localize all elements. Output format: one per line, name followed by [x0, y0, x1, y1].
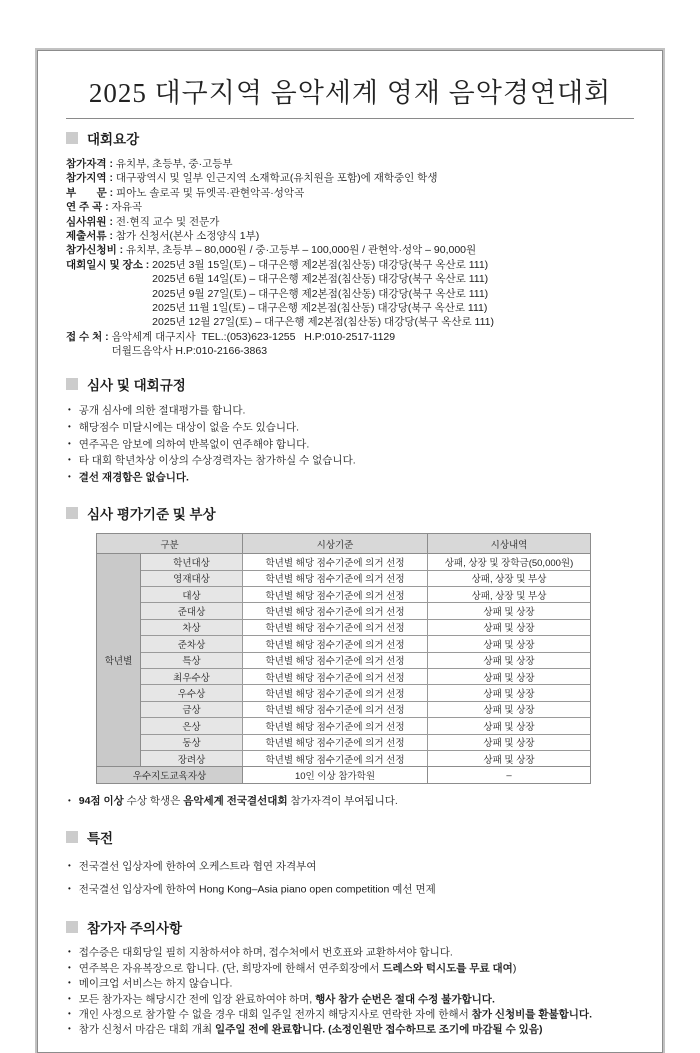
bullet-text [79, 438, 310, 450]
cell-criteria: 학년별 해당 점수기준에 의거 선정 [243, 702, 428, 717]
notice-bullet-list [66, 945, 634, 1037]
text-segment: 모든 참가자는 해당시간 전에 입장 완료하여야 하며, [78, 993, 316, 1006]
section-heading-text: 참가자 주의사항 [87, 921, 183, 937]
section-marker-icon [66, 132, 78, 144]
table-header-row [97, 534, 590, 554]
bullet-text [79, 1008, 592, 1020]
section-marker-icon [66, 921, 78, 933]
cell-criteria: 학년별 해당 점수기준에 의거 선정 [243, 685, 428, 700]
cell-criteria: 학년별 해당 점수기준에 의거 선정 [243, 735, 428, 750]
section-heading-perks [66, 827, 634, 847]
footer-cell-name: 우수지도교육자상 [97, 767, 243, 783]
table-row [141, 685, 590, 701]
section-heading-text: 대회요강 [87, 132, 140, 147]
cell-prize: 상패 및 상장 [483, 754, 535, 766]
cell-award-name: 대상 [141, 587, 243, 602]
table-row [141, 603, 590, 619]
bullet-item [66, 419, 634, 436]
bullet-icon: • [68, 472, 71, 482]
text-segment: 연주곡은 암보에 의하여 반복없이 연주해야 합니다. [78, 438, 310, 450]
text-segment: 참가 신청서 마감은 대회 개최 [78, 1023, 216, 1036]
info-values [116, 171, 438, 185]
table-row [141, 669, 590, 685]
info-item [66, 258, 634, 330]
bullet-icon: • [68, 421, 71, 431]
text-segment: 공개 심사에 의한 절대평가를 합니다. [78, 404, 246, 417]
value-line: 더월드음악사 H.P:010-2166-3863 [111, 345, 268, 358]
bullet-icon: • [68, 404, 71, 414]
info-values [112, 330, 396, 359]
footer-cell-prize: – [506, 769, 512, 781]
cell-award-name: 금상 [141, 702, 243, 717]
header-cell-criteria: 시상기준 [243, 534, 428, 553]
cell-criteria: 학년별 해당 점수기준에 의거 선정 [243, 653, 428, 668]
info-values [116, 229, 259, 243]
header-cell-gubun: 구분 [97, 534, 243, 553]
table-rows [141, 554, 590, 766]
section-marker-icon [66, 507, 78, 519]
text-segment: 참가 신청비를 환불합니다. [471, 1008, 592, 1021]
info-item [66, 215, 634, 229]
text-segment: 참가자격이 부여됩니다. [287, 795, 398, 808]
bullet-item [66, 1007, 634, 1022]
value-line: 대구광역시 및 일부 인근지역 소재학교(유치원을 포함)에 재학중인 학생 [115, 172, 438, 185]
text-segment: 타 대회 학년차상 이상의 수상경력자는 참가하실 수 없습니다. [78, 454, 356, 467]
table-row [141, 702, 590, 718]
section-heading-text: 심사 및 대회규정 [87, 377, 186, 393]
info-values [126, 243, 476, 257]
cell-criteria: 학년별 해당 점수기준에 의거 선정 [243, 669, 428, 684]
text-segment: 연주복은 자유복장으로 합니다. (단, 희망자에 한해서 연주회장에서 [78, 962, 383, 975]
info-label: 참가신청비 : [66, 244, 127, 257]
rules-bullet-list [66, 402, 634, 487]
bullet-item [66, 436, 634, 453]
bullet-item [66, 976, 634, 991]
table-row [141, 620, 590, 636]
section-heading-text: 특전 [87, 831, 114, 847]
value-line: 2025년 12월 27일(토) – 대구은행 제2본점(침산동) 대강당(북구 옥산로 111) [152, 316, 494, 329]
info-label: 연 주 곡 : [66, 201, 112, 214]
table-row [141, 751, 590, 766]
cell-prize: 상패 및 상장 [483, 656, 535, 668]
cell-criteria: 학년별 해당 점수기준에 의거 선정 [243, 636, 428, 651]
section-marker-icon [66, 378, 78, 390]
value-line: 전·현직 교수 및 전문가 [115, 215, 220, 228]
value-line: 음악세계 대구지사 TEL.:(053)623-1255 H.P:010-2517-1129 [111, 330, 396, 343]
info-item [66, 200, 634, 214]
bullet-icon: • [68, 795, 71, 805]
section-heading-notice [66, 917, 634, 937]
value-line: 참가 신청서(본사 소정양식 1부) [115, 230, 260, 243]
cell-award-name: 우수상 [141, 685, 243, 700]
text-segment: 드레스와 턱시도를 무료 대여 [382, 962, 513, 975]
info-values [116, 157, 233, 171]
value-line: 2025년 11월 1일(토) – 대구은행 제2본점(침산동) 대강당(북구 옥산로 111) [152, 302, 488, 315]
bullet-text [79, 1024, 543, 1036]
info-label: 대회일시 및 장소 : [66, 258, 153, 271]
bullet-item [66, 961, 634, 976]
value-line: 유치부, 초등부, 중·고등부 [115, 158, 233, 170]
award-table [96, 533, 591, 784]
text-segment: 개인 사정으로 참가할 수 없을 경우 대회 일주일 전까지 해당지사로 연락한 자에 한해서 [78, 1008, 472, 1021]
value-line: 2025년 9월 27일(토) – 대구은행 제2본점(침산동) 대강당(북구 옥산로 111) [152, 287, 489, 300]
cell-prize: 상패 및 상장 [483, 738, 535, 750]
cell-award-name: 영재대상 [141, 571, 243, 586]
section-marker-icon [66, 831, 78, 843]
cell-prize: 상패, 상장 및 부상 [471, 574, 547, 586]
value-line: 유치부, 초등부 – 80,000원 / 중·고등부 – 100,000원 / 관현악·성악 – 90,000원 [126, 244, 477, 257]
cell-award-name: 준대상 [141, 603, 243, 618]
bullet-item [66, 878, 634, 901]
text-segment: 94점 이상 [78, 795, 124, 808]
bullet-text [79, 962, 517, 974]
info-values [112, 200, 142, 214]
bullet-icon: • [68, 1024, 71, 1034]
info-label: 심사위원 : [66, 215, 116, 228]
document-sheet [37, 50, 663, 1053]
section-heading-outline [66, 128, 634, 148]
text-segment: 메이크업 서비스는 하지 않습니다. [78, 977, 233, 990]
info-values [116, 186, 304, 200]
cell-prize: 상패, 상장 및 부상 [471, 590, 547, 602]
bullet-icon: • [68, 1008, 71, 1018]
footer-cell-criteria: 10인 이상 참가학원 [243, 767, 428, 783]
table-footer-row [97, 767, 590, 783]
bullet-text [79, 455, 356, 467]
info-values [116, 215, 220, 229]
text-segment: 수상 학생은 [123, 795, 184, 808]
bullet-text [79, 472, 189, 484]
value-line: 피아노 솔로곡 및 듀엣곡·관현악곡·성악곡 [116, 186, 305, 199]
bullet-text [79, 421, 299, 433]
info-label: 제출서류 : [66, 230, 116, 243]
table-row [141, 636, 590, 652]
bullet-item [66, 992, 634, 1007]
info-item [66, 243, 634, 257]
info-item [66, 229, 634, 243]
bullet-item [66, 855, 634, 878]
info-item [66, 186, 634, 200]
text-segment: 일주일 전에 완료합니다. [215, 1023, 326, 1036]
cell-prize: 상패 및 상장 [483, 623, 535, 635]
cell-prize: 상패 및 상장 [483, 689, 535, 701]
text-segment: 행사 참가 순번은 절대 수정 불가합니다. [315, 993, 495, 1006]
cell-prize: 상패 및 상장 [483, 672, 535, 684]
text-segment: ) [512, 962, 517, 975]
bullet-text: 전국결선 입상자에 한하여 Hong Kong–Asia piano open competition 예선 면제 [78, 883, 436, 896]
text-segment: 음악세계 전국결선대회 [183, 795, 288, 808]
table-body [97, 554, 590, 767]
cell-award-name: 준차상 [141, 636, 243, 651]
cell-award-name: 차상 [141, 620, 243, 635]
info-values [152, 258, 494, 330]
value-line: 자유곡 [111, 201, 143, 214]
cell-award-name: 은상 [141, 718, 243, 733]
bullet-icon: • [68, 861, 71, 871]
text-segment: (소정인원만 접수하므로 조기에 마감될 수 있음) [328, 1023, 543, 1036]
qualification-note [66, 793, 634, 808]
bullet-icon: • [68, 438, 71, 448]
cell-award-name: 학년대상 [141, 554, 243, 569]
info-item [66, 171, 634, 185]
cell-criteria: 학년별 해당 점수기준에 의거 선정 [243, 554, 428, 569]
bullet-icon: • [68, 962, 71, 972]
cell-award-name: 장려상 [141, 751, 243, 766]
table-row [141, 554, 590, 570]
text-segment: 결선 재경합은 없습니다. [78, 471, 189, 484]
cell-criteria: 학년별 해당 점수기준에 의거 선정 [243, 587, 428, 602]
section-heading-awards [66, 503, 634, 523]
outline-info-list [66, 157, 634, 359]
header-cell-prize: 시상내역 [490, 540, 528, 552]
section-heading-rules [66, 374, 634, 394]
bullet-item [66, 1022, 634, 1037]
info-label: 부 문 : [66, 186, 117, 199]
bullet-text [79, 947, 453, 959]
bullet-icon: • [68, 883, 71, 893]
info-label: 접 수 처 : [66, 330, 112, 343]
group-cell: 학년별 [97, 554, 141, 766]
bullet-item [66, 945, 634, 960]
page-title: 2025 대구지역 음악세계 영재 음악경연대회 [88, 78, 612, 108]
bullet-icon: • [68, 978, 71, 988]
info-item [66, 157, 634, 171]
info-item [66, 330, 634, 359]
bullet-text: 전국결선 입상자에 한하여 오케스트라 협연 자격부여 [78, 860, 317, 873]
value-line: 2025년 6월 14일(토) – 대구은행 제2본점(침산동) 대강당(북구 옥산로 111) [152, 273, 489, 286]
cell-prize: 상패 및 상장 [483, 639, 535, 651]
table-row [141, 718, 590, 734]
table-row [141, 653, 590, 669]
text-segment: 해당점수 미달시에는 대상이 없을 수도 있습니다. [78, 421, 300, 434]
perks-bullet-list [66, 855, 634, 900]
bullet-icon: • [68, 993, 71, 1003]
cell-prize: 상패 및 상장 [483, 705, 535, 717]
cell-award-name: 최우수상 [141, 669, 243, 684]
table-row [141, 735, 590, 751]
document-content [38, 51, 662, 1052]
title-divider [66, 118, 634, 119]
section-heading-text: 심사 평가기준 및 부상 [87, 507, 216, 523]
cell-criteria: 학년별 해당 점수기준에 의거 선정 [243, 603, 428, 618]
bullet-text [79, 404, 246, 416]
text-segment: 접수증은 대회당일 필히 지참하셔야 하며, 접수처에서 번호표와 교환하셔야 합니다. [78, 946, 453, 959]
bullet-item [66, 469, 634, 486]
cell-prize: 상패, 상장 및 장학금(50,000원) [444, 557, 574, 569]
cell-prize: 상패 및 상장 [483, 607, 535, 619]
bullet-text [79, 993, 495, 1005]
bullet-item [66, 402, 634, 419]
bullet-text [79, 978, 233, 990]
cell-criteria: 학년별 해당 점수기준에 의거 선정 [243, 718, 428, 733]
table-row [141, 587, 590, 603]
cell-criteria: 학년별 해당 점수기준에 의거 선정 [243, 751, 428, 766]
cell-award-name: 특상 [141, 653, 243, 668]
note-text [79, 795, 398, 807]
cell-criteria: 학년별 해당 점수기준에 의거 선정 [243, 620, 428, 635]
value-line: 2025년 3월 15일(토) – 대구은행 제2본점(침산동) 대강당(북구 옥산로 111) [152, 258, 489, 271]
table-row [141, 571, 590, 587]
cell-prize: 상패 및 상장 [483, 721, 535, 733]
cell-criteria: 학년별 해당 점수기준에 의거 선정 [243, 571, 428, 586]
bullet-icon: • [68, 455, 71, 465]
info-label: 참가지역 : [66, 172, 116, 185]
cell-award-name: 동상 [141, 735, 243, 750]
bullet-icon: • [68, 947, 71, 957]
bullet-item [66, 452, 634, 469]
info-label: 참가자격 : [66, 158, 116, 170]
